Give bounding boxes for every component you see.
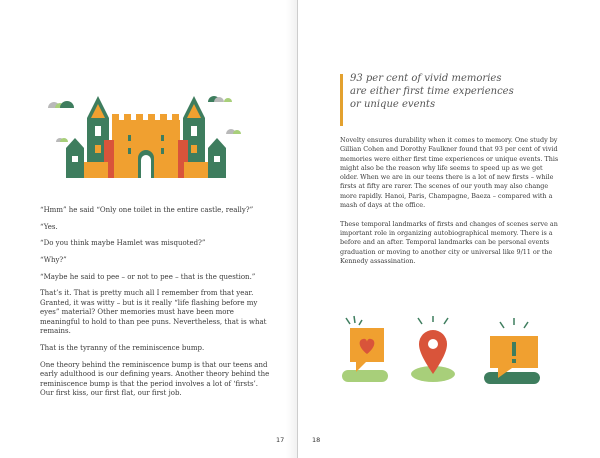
paragraph: These temporal landmarks of firsts and changes of scenes serve an important role in organizing autobiographical memory. There is a before and an after. Temporal landmarks can be personal events graduation or moving to another city or universal like 9/11 or the Kennedy assassination. [340,219,558,265]
cloud-icon [226,129,241,134]
pull-quote-text [350,72,514,112]
paragraph: One theory behind the reminiscence bump is that our teens and early adulthood is our defining years. Another theory behind the reminiscence bump is that the period involves a lot of ‘firsts’. Our first kiss, our first flat, our first job. [40,360,270,398]
paragraph: “Why?” [40,256,67,265]
pull-quote-line: or unique events [350,99,436,111]
page-number: 18 [312,436,321,444]
location-pin-icon [411,316,455,382]
castle-illustration [40,90,252,182]
paragraph: “Yes. [40,222,58,231]
pull-quote-line: 93 per cent of vivid memories [350,73,502,84]
memory-icons-illustration [340,314,560,390]
paragraph: “Do you think maybe Hamlet was misquoted?” [40,239,206,248]
paragraph: That is the tyranny of the reminiscence bump. [40,344,205,353]
cloud-icon [48,101,74,108]
quote-accent-bar [340,74,343,126]
left-body-text [40,206,272,406]
paragraph: “Maybe he said to pee – or not to pee – that is the question.” [40,272,256,281]
paragraph: “Hmm” he said “Only one toilet in the entire castle, really?” [40,206,254,214]
cloud-icon [56,138,68,142]
pull-quote-line: are either first time experiences [350,86,514,98]
exclamation-speech-bubble-icon [484,318,540,384]
paragraph: That’s it. That is pretty much all I remember from that year. Granted, it was witty – but is it really “life flashing before my eyes” material? Other memories must have been more meaningful to hold to than pee puns. Nevertheless, that is what remains. [40,289,267,336]
gutter-shadow [286,0,298,458]
page-number: 17 [276,436,285,444]
right-body-text [340,136,562,275]
paragraph: Novelty ensures durability when it comes to memory. One study by Gillian Cohen and Dorothy Faulkner found that 93 per cent of vivid memories were either first time experiences or unique events. This might also be the reason why life seems to speed up as we get older. When we are in our teens there is a lot of new firsts – while firsts at fifty are rarer. The scenes of our youth may also change more rapidly. Hanoi, Paris, Champagne, Baeza – compared with a mash of days at the office. [340,136,559,210]
heart-speech-bubble-icon [342,316,388,382]
left-page [0,0,298,458]
cloud-icon [208,96,232,102]
